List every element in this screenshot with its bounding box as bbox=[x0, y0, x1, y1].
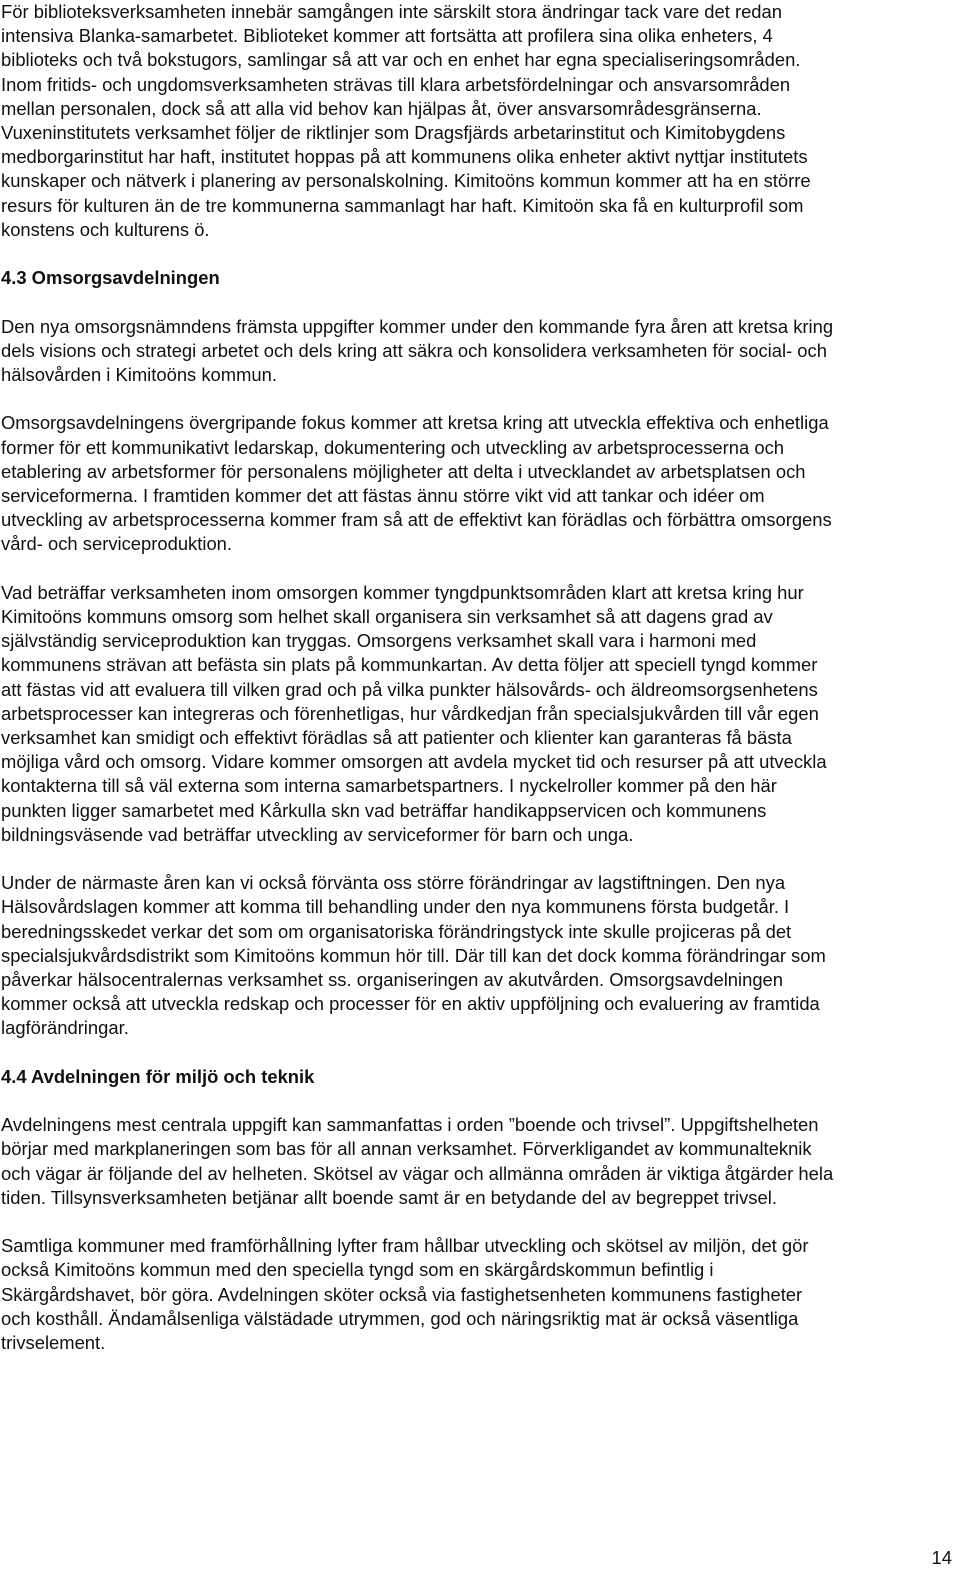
paragraph-gap bbox=[1, 242, 957, 266]
paragraph-gap bbox=[1, 1089, 957, 1113]
paragraph-omsorg-4: Under de närmaste åren kan vi också förvänta oss större förändringar av lagstiftningen. Den nya Hälsovårdslagen kommer att komma till behandling under den nya kommunens första budgetår. I beredningsskedet verkar det som om organisatoriska förändringstyck inte skulle projiceras på det specialsjukvårdsdistrikt som Kimitoöns kommun hör till. Där till kan det dock komma förändringar som påverkar hälsocentralernas verksamhet ss. organiseringen av akutvården. Omsorgsavdelningen kommer också att utveckla redskap och processer för en aktiv uppföljning och evaluering av framtida lagförändringar. bbox=[1, 872, 826, 1039]
section-heading-omsorg: 4.3 Omsorgsavdelningen bbox=[1, 267, 220, 289]
paragraph-miljo-2: Samtliga kommuner med framförhållning lyfter fram hållbar utveckling och skötsel av miljön, det gör också Kimitoöns kommun med den speciella tyngd som en skärgårdskommun befintlig i Skärgårdshavet, bör göra. Avdelningen sköter också via fastighetsenheten kommunens fastigheter och kosthåll. Ändamålsenliga välstädade utrymmen, god och näringsriktig mat är också väsentliga trivselement. bbox=[1, 1235, 809, 1354]
paragraph-miljo-1: Avdelningens mest centrala uppgift kan sammanfattas i orden ”boende och trivsel”. Uppgiftshelheten börjar med markplaneringen som bas för all annan verksamhet. Förverkligandet av kommunalteknik och vägar är följande del av helheten. Skötsel av vägar och allmänna områden är viktiga åtgärder hela tiden. Tillsynsverksamheten betjänar allt boende samt är en betydande del av begreppet trivsel. bbox=[1, 1114, 834, 1208]
paragraph-gap bbox=[1, 290, 957, 314]
paragraph-gap bbox=[1, 557, 957, 581]
paragraph-gap bbox=[1, 1041, 957, 1065]
paragraph-omsorg-2: Omsorgsavdelningens övergripande fokus kommer att kretsa kring att utveckla effektiva och enhetliga former för ett kommunikativt ledarskap, dokumentering och utveckling av arbetsprocesserna och etablering av arbetsformer för personalens möjligheter att delta i utvecklandet av arbetsplatsen och serviceformerna. I framtiden kommer det att fästas ännu större vikt vid att tankar och idéer om utveckling av arbetsprocesserna kommer fram så att de effektivt kan förädlas och förbättra omsorgens vård- och serviceproduktion. bbox=[1, 412, 832, 555]
section-heading-miljo-teknik: 4.4 Avdelningen för miljö och teknik bbox=[1, 1065, 315, 1087]
paragraph-gap bbox=[1, 847, 957, 871]
document-page bbox=[1, 0, 957, 1355]
paragraph-omsorg-1: Den nya omsorgsnämndens främsta uppgifter kommer under den kommande fyra åren att kretsa kring dels visions och strategi arbetet och dels kring att säkra och konsolidera verksamheten för social- och hälsovården i Kimitoöns kommun. bbox=[1, 315, 834, 386]
paragraph-omsorg-3: Vad beträffar verksamheten inom omsorgen kommer tyngdpunktsområden klart att kretsa kring hur Kimitoöns kommuns omsorg som helhet skall organisera sin verksamhet så att dagens grad av självständig serviceproduktion kan tryggas. Omsorgens verksamhet skall vara i harmoni med kommunens strävan att befästa sin plats på kommunkartan. Av detta följer att speciell tyngd kommer att fästas vid att evaluera till vilken grad och på vilka punkter hälsovårds- och äldreomsorgsenhetens arbetsprocesser kan integreras och förenhetligas, hur vårdkedjan från specialsjukvården till vår egen verksamhet kan smidigt och effektivt förädlas så att patienter och klienter kan garanteras få bästa möjliga vård och omsorg. Vidare kommer omsorgen att avdela mycket tid och resurser på att utveckla kontakterna till så väl externa som interna samarbetspartners. I nyckelroller kommer på den här punkten ligger samarbetet med Kårkulla skn vad beträffar handikappservicen och kommunens bildningsväsende vad beträffar utveckling av serviceformer för barn och unga. bbox=[1, 581, 827, 845]
page-number: 14 bbox=[931, 1547, 952, 1568]
paragraph-library-culture: För biblioteksverksamheten innebär samgången inte särskilt stora ändringar tack vare det redan intensiva Blanka-samarbetet. Biblioteket kommer att fortsätta att profilera sina olika enheters, 4 biblioteks och två bokstugors, samlingar så att var och en enhet har egna specialiseringsområden. Inom fritids- och ungdomsverksamheten strävas till klara arbetsfördelningar och ansvarsområden mellan personalen, dock så att alla vid behov kan hjälpas åt, över ansvarsområdesgränserna. Vuxeninstitutets verksamhet följer de riktlinjer som Dragsfjärds arbetarinstitut och Kimitobygdens medborgarinstitut har haft, institutet hoppas på att kommunens olika enheter aktivt nyttjar institutets kunskaper och nätverk i planering av personalskolning. Kimitoöns kommun kommer att ha en större resurs för kulturen än de tre kommunerna sammanlagt har haft. Kimitoön ska få en kulturprofil som konstens och kulturens ö. bbox=[1, 1, 811, 240]
paragraph-gap bbox=[1, 387, 957, 411]
paragraph-gap bbox=[1, 1210, 957, 1234]
